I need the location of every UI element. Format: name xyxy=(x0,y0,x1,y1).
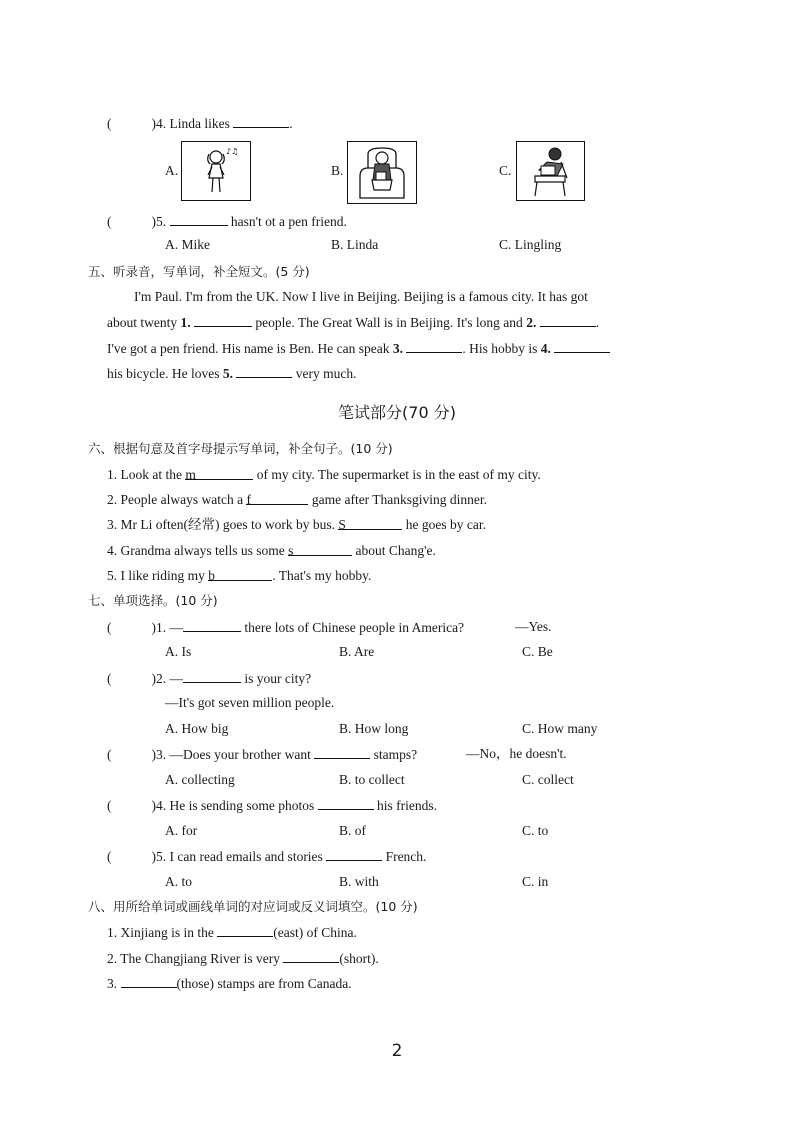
choice-question-3: ( )3. —Does your brother want stamps? xyxy=(107,747,418,762)
word-item-2: 2. The Changjiang River is very (short). xyxy=(107,951,379,966)
answer-blank[interactable]: S xyxy=(338,516,402,530)
answer-blank[interactable] xyxy=(183,669,241,683)
answer-blank[interactable]: b xyxy=(208,567,272,581)
fill-item-3: 3. Mr Li often(经常) goes to work by bus. S he goes by car. xyxy=(107,517,486,532)
choice-1-option-b[interactable]: B. Are xyxy=(339,644,375,659)
section-7-heading: 七、单项选择。(10 分) xyxy=(88,593,218,608)
answer-bracket: ( xyxy=(107,214,112,229)
fill-item-1: 1. Look at the m of my city. The supermarket is in the east of my city. xyxy=(107,467,541,482)
fill-item-2: 2. People always watch a f game after Thanksgiving dinner. xyxy=(107,492,488,507)
choice-2-option-b[interactable]: B. How long xyxy=(339,721,409,736)
choice-1-option-c[interactable]: C. Be xyxy=(522,644,553,659)
answer-blank[interactable] xyxy=(554,339,610,353)
option-b-picture[interactable] xyxy=(347,141,417,204)
question-4-line: ( )4. Linda likes . xyxy=(107,116,293,131)
svg-text:♪♫: ♪♫ xyxy=(226,147,239,156)
answer-blank[interactable] xyxy=(318,796,374,810)
answer-blank[interactable] xyxy=(121,974,177,988)
answer-blank[interactable] xyxy=(170,212,228,226)
choice-question-4: ( )4. He is sending some photos his friends. xyxy=(107,798,437,813)
passage-line-2: about twenty 1. people. The Great Wall is in Beijing. It's long and 2. . xyxy=(107,315,600,330)
answer-blank[interactable] xyxy=(183,618,241,632)
passage-line-1: I'm Paul. I'm from the UK. Now I live in Beijing. Beijing is a famous city. It has got xyxy=(134,289,588,304)
answer-blank[interactable] xyxy=(233,114,289,128)
page-number: 2 xyxy=(391,1041,403,1061)
choice-5-option-c[interactable]: C. in xyxy=(522,874,549,889)
answer-blank[interactable] xyxy=(217,923,273,937)
choice-3-option-b[interactable]: B. to collect xyxy=(339,772,405,787)
option-c: C. Lingling xyxy=(499,237,562,252)
section-6-heading: 六、根据句意及首字母提示写单词，补全句子。(10 分) xyxy=(88,441,393,456)
passage-line-4: his bicycle. He loves 5. very much. xyxy=(107,366,357,381)
option-c-label: C. xyxy=(499,163,512,178)
section-8-heading: 八、用所给单词或画线单词的对应词或反义词填空。(10 分) xyxy=(88,899,418,914)
answer-bracket: ( xyxy=(107,116,112,131)
answer-blank[interactable]: s xyxy=(288,542,352,556)
choice-5-option-a[interactable]: A. to xyxy=(165,874,192,889)
girl-reading-in-chair-icon xyxy=(517,142,584,200)
answer-blank[interactable] xyxy=(326,847,382,861)
question-5-line: ( )5. hasn't ot a pen friend. xyxy=(107,214,347,229)
option-a: A. Mike xyxy=(165,237,210,252)
answer-blank[interactable] xyxy=(540,313,596,327)
fill-item-4: 4. Grandma always tells us some s about Chang'e. xyxy=(107,543,436,558)
option-a-picture[interactable] xyxy=(181,141,251,201)
choice-2-option-a[interactable]: A. How big xyxy=(165,721,229,736)
choice-question-2: ( )2. — is your city? xyxy=(107,671,312,686)
choice-5-option-b[interactable]: B. with xyxy=(339,874,379,889)
choice-3-reply: —No，he doesn't. xyxy=(466,746,567,761)
choice-3-option-a[interactable]: A. collecting xyxy=(165,772,235,787)
option-b: B. Linda xyxy=(331,237,379,252)
choice-2-sub: —It's got seven million people. xyxy=(165,695,335,710)
girl-with-music-notes-icon xyxy=(182,142,250,200)
answer-blank[interactable] xyxy=(406,339,462,353)
word-item-3: 3. (those) stamps are from Canada. xyxy=(107,976,352,991)
fill-item-5: 5. I like riding my b . That's my hobby. xyxy=(107,568,372,583)
option-b-label: B. xyxy=(331,163,344,178)
choice-1-option-a[interactable]: A. Is xyxy=(165,644,192,659)
passage-line-3: I've got a pen friend. His name is Ben. He can speak 3. . His hobby is 4. xyxy=(107,339,610,358)
choice-2-option-c[interactable]: C. How many xyxy=(522,721,598,736)
choice-question-1: ( )1. — there lots of Chinese people in America? xyxy=(107,620,465,635)
answer-blank[interactable]: f xyxy=(246,491,308,505)
section-5-heading: 五、听录音，写单词，补全短文。(5 分) xyxy=(88,264,310,279)
choice-question-5: ( )5. I can read emails and stories French. xyxy=(107,849,427,864)
choice-1-reply: —Yes. xyxy=(515,619,552,634)
option-a-label: A. xyxy=(165,163,179,178)
girl-on-sofa-icon xyxy=(348,142,416,203)
written-part-title: 笔试部分(70 分) xyxy=(338,403,456,422)
choice-4-option-a[interactable]: A. for xyxy=(165,823,198,838)
answer-blank[interactable] xyxy=(314,745,370,759)
choice-4-option-b[interactable]: B. of xyxy=(339,823,366,838)
answer-blank[interactable] xyxy=(236,364,292,378)
answer-blank[interactable]: m xyxy=(185,466,253,480)
word-item-1: 1. Xinjiang is in the (east) of China. xyxy=(107,925,357,940)
choice-4-option-c[interactable]: C. to xyxy=(522,823,549,838)
option-c-picture[interactable] xyxy=(516,141,585,201)
question-5-stem: )5. xyxy=(151,214,167,229)
answer-blank[interactable] xyxy=(194,313,252,327)
answer-blank[interactable] xyxy=(283,949,339,963)
choice-3-option-c[interactable]: C. collect xyxy=(522,772,574,787)
question-4-stem: )4. Linda likes xyxy=(151,116,230,131)
